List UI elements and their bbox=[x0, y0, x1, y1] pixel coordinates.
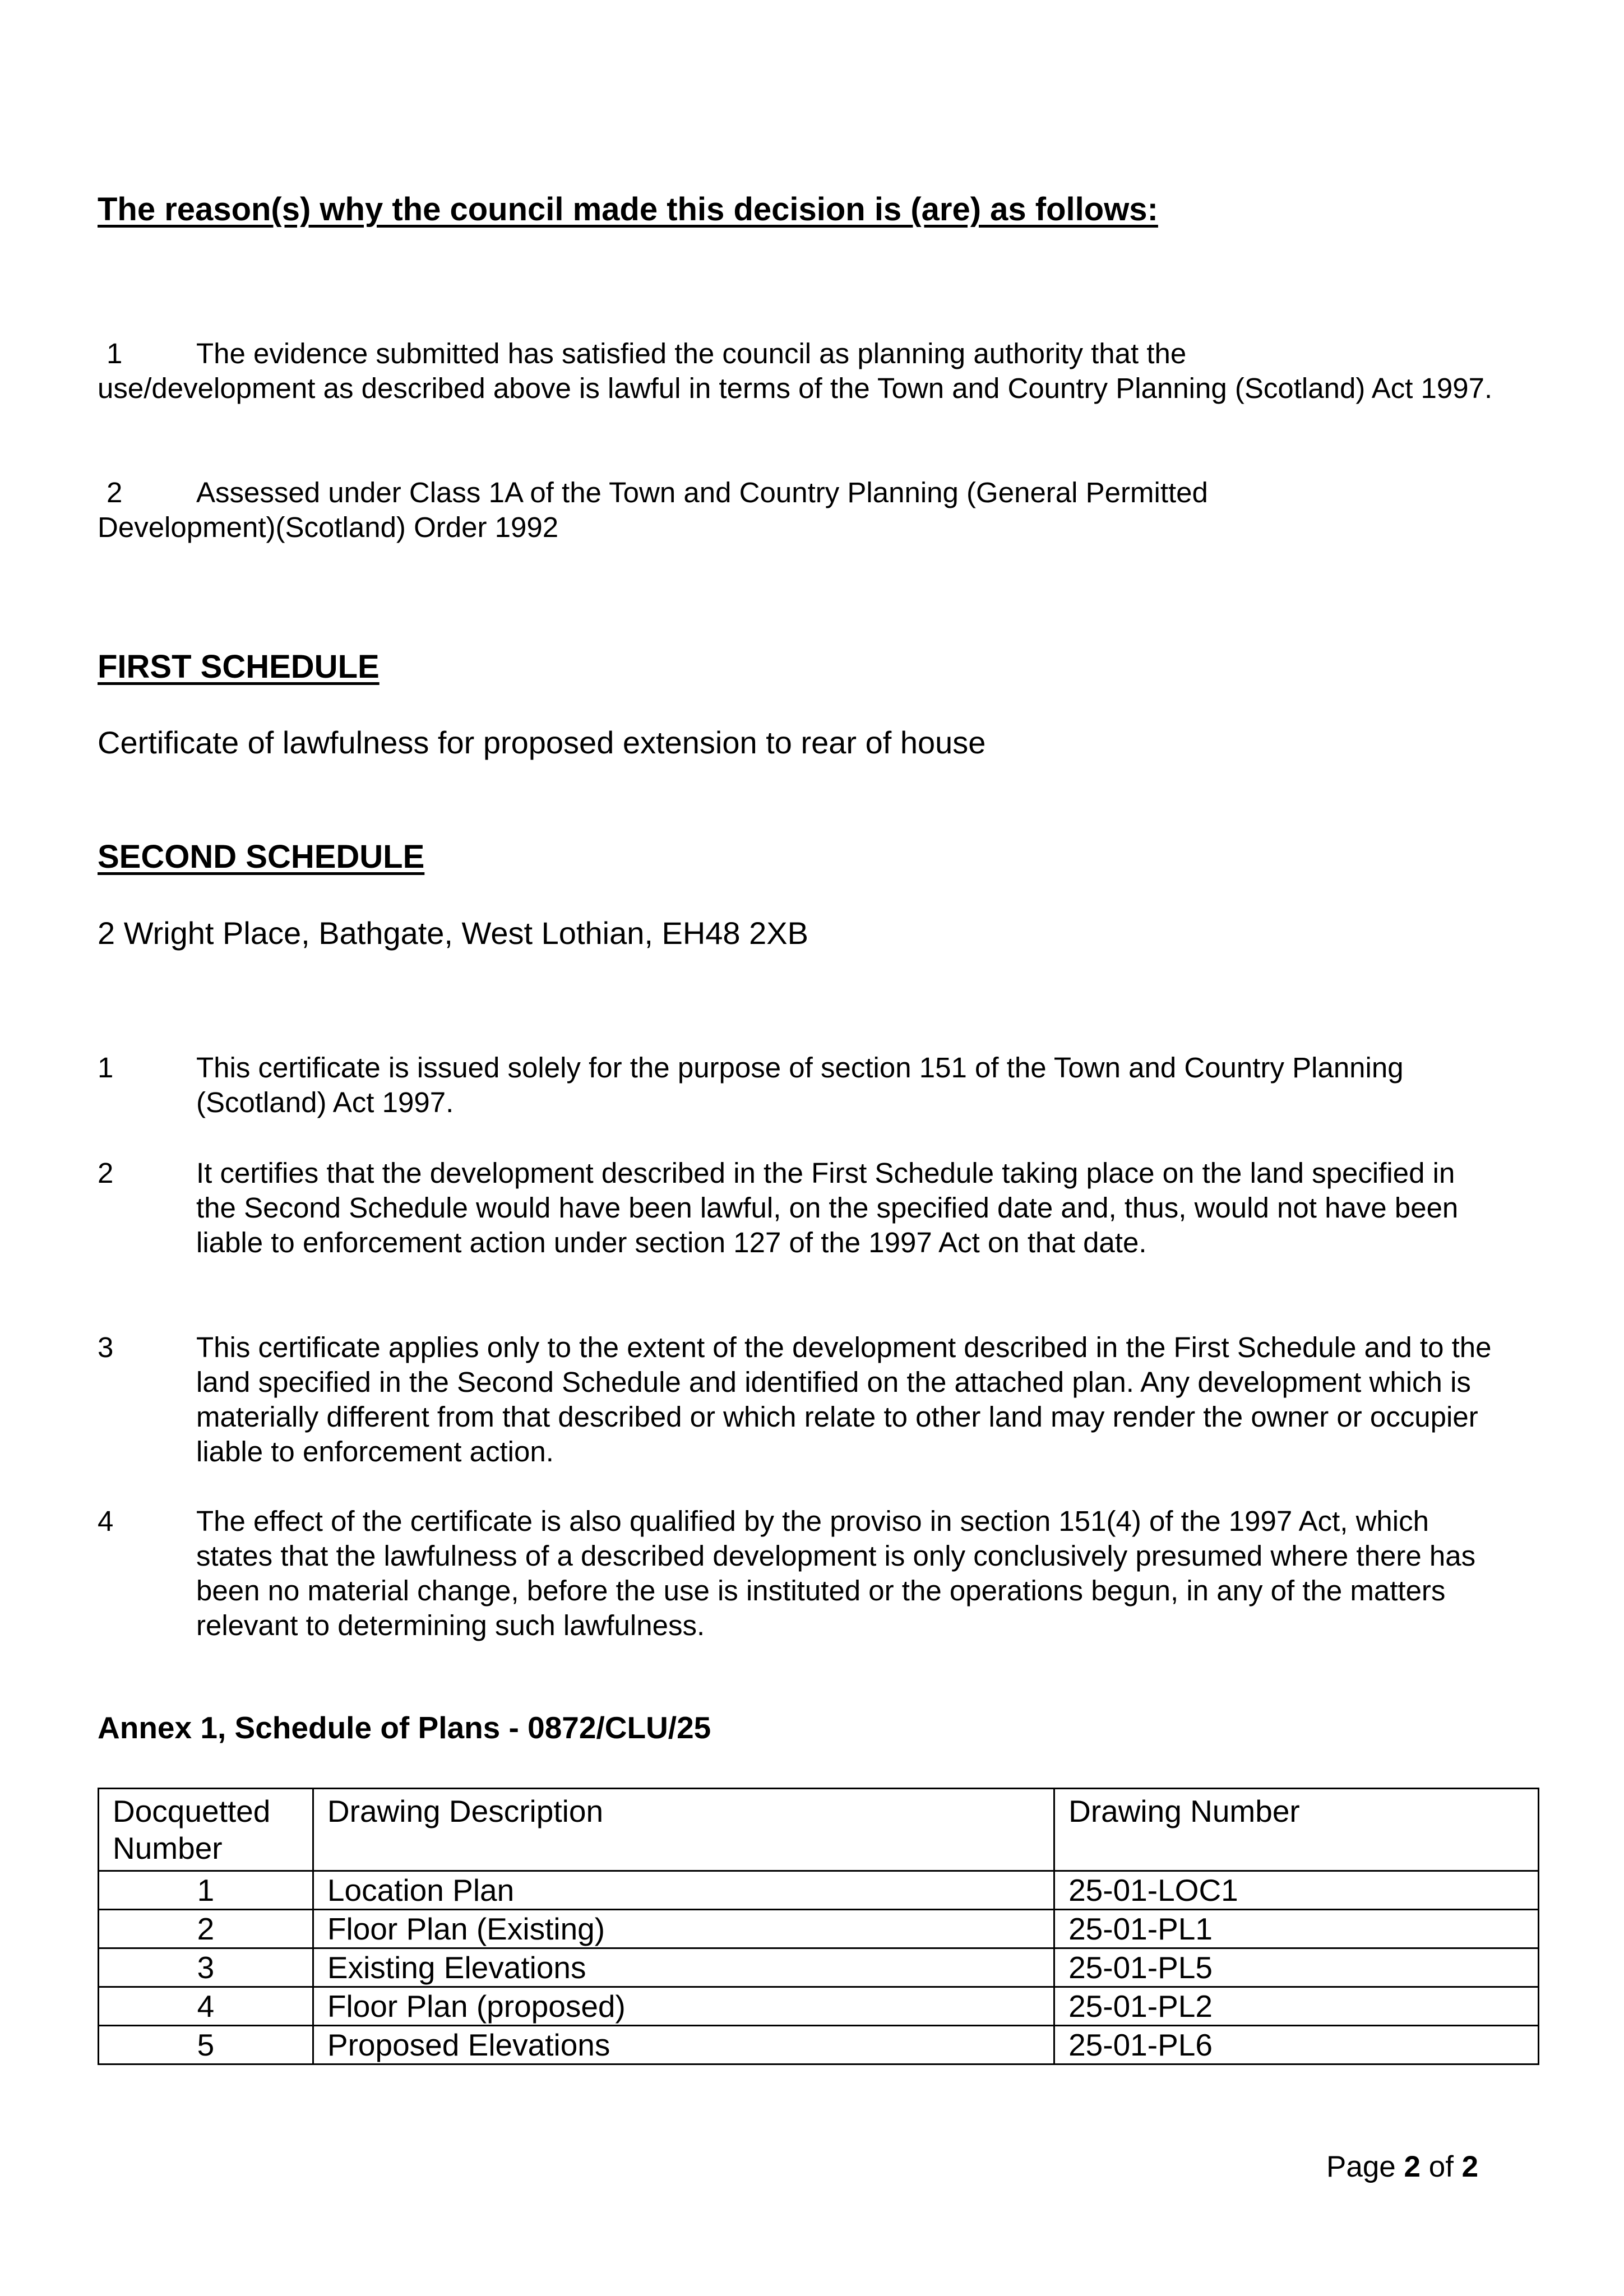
page-total: 2 bbox=[1461, 2150, 1479, 2183]
second-schedule-text: 2 Wright Place, Bathgate, West Lothian, EH48 2XB bbox=[98, 915, 808, 951]
table-header-row bbox=[99, 1789, 1539, 1871]
page-number bbox=[1326, 2150, 1478, 2184]
table-row bbox=[99, 1987, 1539, 2026]
table-row bbox=[99, 2026, 1539, 2064]
condition-number: 2 bbox=[98, 1157, 114, 1189]
condition-text: It certifies that the development described in the First Schedule taking place on the land specified in the Second Schedule would have been lawful, on the specified date and, thus, would not have been liable to enforcement action under section 127 of the 1997 Act on that date. bbox=[196, 1157, 1459, 1258]
drawing-description-cell: Proposed Elevations bbox=[313, 2026, 1054, 2064]
reason-text-continued: Development)(Scotland) Order 1992 bbox=[98, 511, 559, 543]
drawing-description-cell: Location Plan bbox=[313, 1871, 1054, 1910]
reason-item bbox=[98, 336, 1510, 406]
drawing-number-cell: 25-01-PL5 bbox=[1054, 1948, 1539, 1987]
condition-number: 4 bbox=[98, 1505, 114, 1537]
column-header-docquetted-number: Docquetted Number bbox=[99, 1789, 313, 1871]
drawing-number-cell: 25-01-PL1 bbox=[1054, 1910, 1539, 1948]
condition-item bbox=[98, 1504, 1499, 1643]
docquetted-number-cell: 2 bbox=[99, 1910, 313, 1948]
drawing-description-cell: Existing Elevations bbox=[313, 1948, 1054, 1987]
docquetted-number-cell: 4 bbox=[99, 1987, 313, 2026]
drawing-description-cell: Floor Plan (Existing) bbox=[313, 1910, 1054, 1948]
condition-text: This certificate applies only to the extent of the development described in the First Schedule and to the land specified in the Second Schedule and identified on the attached plan. Any development which is materially different from that described or which relate to other land may render the owner or occupier liable to enforcement action. bbox=[196, 1331, 1492, 1468]
column-header-drawing-number: Drawing Number bbox=[1054, 1789, 1539, 1871]
second-schedule-heading: SECOND SCHEDULE bbox=[98, 839, 425, 875]
of-word: of bbox=[1428, 2150, 1454, 2183]
table-row bbox=[99, 1910, 1539, 1948]
reason-item bbox=[98, 475, 1510, 545]
reason-text: Assessed under Class 1A of the Town and Country Planning (General Permitted bbox=[196, 476, 1208, 508]
reason-number: 1 bbox=[107, 337, 123, 369]
condition-item bbox=[98, 1050, 1499, 1120]
condition-text: This certificate is issued solely for the purpose of section 151 of the Town and Country Planning (Scotland) Act 1997. bbox=[196, 1052, 1404, 1118]
condition-item bbox=[98, 1330, 1499, 1469]
page-word: Page bbox=[1326, 2150, 1396, 2183]
drawing-number-cell: 25-01-LOC1 bbox=[1054, 1871, 1539, 1910]
first-schedule-text: Certificate of lawfulness for proposed extension to rear of house bbox=[98, 725, 986, 760]
drawing-number-cell: 25-01-PL2 bbox=[1054, 1987, 1539, 2026]
docquetted-number-cell: 5 bbox=[99, 2026, 313, 2064]
first-schedule-heading: FIRST SCHEDULE bbox=[98, 649, 380, 685]
column-header-drawing-description: Drawing Description bbox=[313, 1789, 1054, 1871]
condition-item bbox=[98, 1156, 1499, 1260]
docquetted-number-cell: 1 bbox=[99, 1871, 313, 1910]
condition-number: 3 bbox=[98, 1331, 114, 1363]
condition-text: The effect of the certificate is also qualified by the proviso in section 151(4) of the 1997 Act, which states that the lawfulness of a described development is only conclusively presumed where there has been no material change, before the use is instituted or the operations begun, in any of the matters relevant to determining such lawfulness. bbox=[196, 1505, 1476, 1641]
condition-number: 1 bbox=[98, 1052, 114, 1084]
drawing-number-cell: 25-01-PL6 bbox=[1054, 2026, 1539, 2064]
table-row bbox=[99, 1871, 1539, 1910]
reason-text-continued: use/development as described above is lawful in terms of the Town and Country Planning (Scotland) Act 1997. bbox=[98, 372, 1493, 404]
annex-title: Annex 1, Schedule of Plans - 0872/CLU/25 bbox=[98, 1710, 711, 1745]
page-current: 2 bbox=[1404, 2150, 1421, 2183]
schedule-of-plans-table bbox=[98, 1788, 1539, 2065]
reasons-heading: The reason(s) why the council made this decision is (are) as follows: bbox=[98, 191, 1158, 228]
drawing-description-cell: Floor Plan (proposed) bbox=[313, 1987, 1054, 2026]
reason-number: 2 bbox=[107, 476, 123, 508]
docquetted-number-cell: 3 bbox=[99, 1948, 313, 1987]
reason-text: The evidence submitted has satisfied the council as planning authority that the bbox=[196, 337, 1187, 369]
table-row bbox=[99, 1948, 1539, 1987]
